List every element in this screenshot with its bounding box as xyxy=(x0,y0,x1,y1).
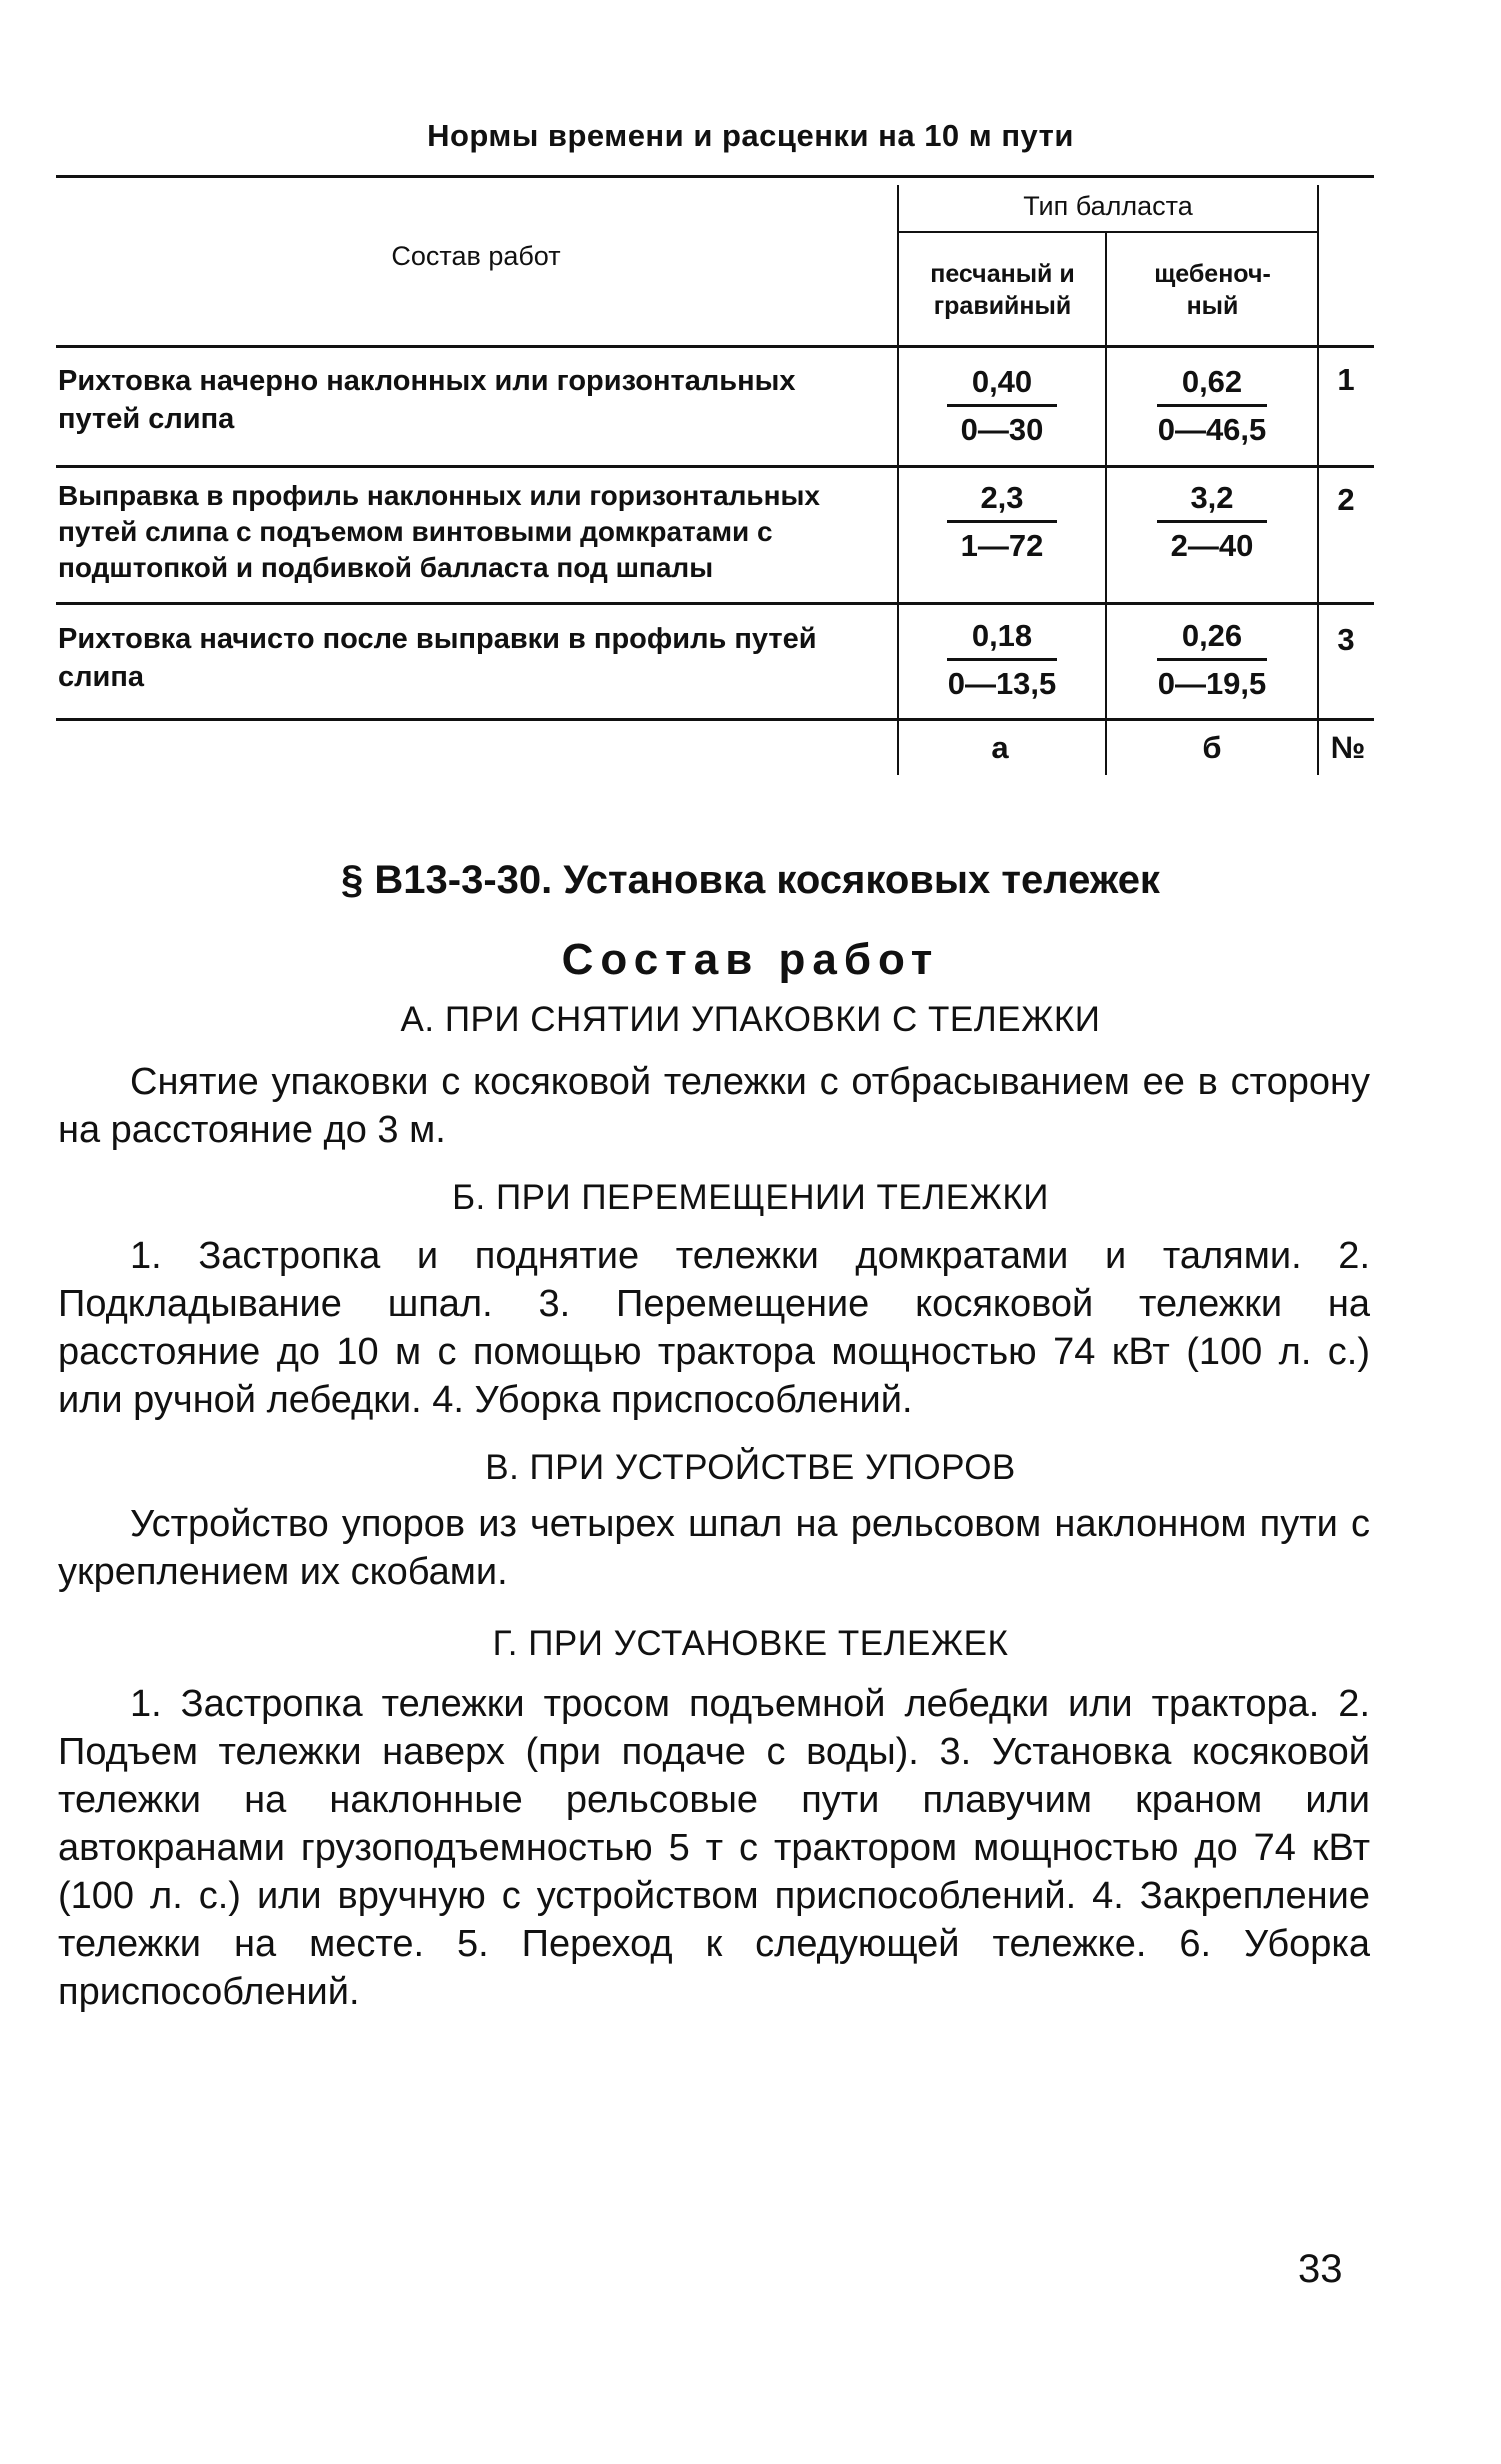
row3-a-time: 0,18 xyxy=(971,618,1033,653)
row2-description: Выправка в профиль наклонных или горизонтальных путей слипа с подъемом винтовыми домкратами с подштопкой и подбивкой балласта под шпалы xyxy=(58,480,820,583)
part-b-text xyxy=(58,1232,1370,1424)
row1-a-time: 0,40 xyxy=(971,364,1033,399)
row2-value-b xyxy=(1107,476,1317,569)
part-b-heading: Б. ПРИ ПЕРЕМЕЩЕНИИ ТЕЛЕЖКИ xyxy=(452,1178,1049,1217)
part-b-body: 1. Застропка и поднятие тележки домкратами и талями. 2. Подкладывание шпал. 3. Перемещение косяковой тележки на расстояние до 10 м с помощью трактора мощностью 74 кВт (100 л. с.) или ручной лебедки. 4. Уборка приспособлений. xyxy=(58,1235,1370,1421)
part-g-text xyxy=(58,1680,1370,2016)
table-bottom-rule xyxy=(56,718,1374,721)
row3-value-b xyxy=(1107,614,1317,707)
header-ballast-type: Тип балласта xyxy=(1023,191,1193,221)
part-g-body: 1. Застропка тележки тросом подъемной лебедки или трактора. 2. Подъем тележки наверх (при подаче с воды). 3. Установка косяковой тележки на наклонные рельсовые пути плавучим краном или автокранами грузоподъемностью 5 т с трактором мощностью до 74 кВт (100 л. с.) или вручную с устройством приспособлений. 4. Закрепление тележки на месте. 5. Переход к следующей тележке. 6. Уборка приспособлений. xyxy=(58,1683,1370,2013)
header-composition: Состав работ xyxy=(391,241,561,271)
row2-a-price: 1—72 xyxy=(960,528,1044,563)
page-number: 33 xyxy=(1298,2247,1343,2291)
row1-b-time: 0,62 xyxy=(1181,364,1243,399)
row2-value-a xyxy=(897,476,1107,569)
row1-number: 1 xyxy=(1337,362,1355,397)
row3-number: 3 xyxy=(1337,622,1355,657)
row1-value-b xyxy=(1107,360,1317,453)
header-sand-gravel: песчаный и гравийный xyxy=(930,260,1075,320)
row3-a-price: 0—13,5 xyxy=(947,666,1057,701)
part-v-heading: В. ПРИ УСТРОЙСТВЕ УПОРОВ xyxy=(485,1448,1016,1487)
part-v-text xyxy=(58,1500,1370,1596)
column-code-b: б xyxy=(1202,730,1222,765)
part-g-heading: Г. ПРИ УСТАНОВКЕ ТЕЛЕЖЕК xyxy=(492,1624,1009,1663)
row2-b-price: 2—40 xyxy=(1170,528,1254,563)
row3-b-time: 0,26 xyxy=(1181,618,1243,653)
row1-a-price: 0—30 xyxy=(960,412,1044,447)
composition-title: Состав работ xyxy=(561,935,940,984)
section-title: § В13-3-30. Установка косяковых тележек xyxy=(341,858,1160,902)
row1-b-price: 0—46,5 xyxy=(1157,412,1267,447)
table-top-rule xyxy=(56,175,1374,178)
ballast-header-rule xyxy=(898,231,1318,233)
row1-value-a xyxy=(897,360,1107,453)
row3-description: Рихтовка начисто после выправки в профиль путей слипа xyxy=(58,623,817,693)
column-code-a: а xyxy=(991,730,1009,765)
part-a-text xyxy=(58,1058,1370,1154)
header-crushed-stone: щебеноч-ный xyxy=(1154,260,1271,320)
row2-a-time: 2,3 xyxy=(980,480,1024,515)
row2-bottom-rule xyxy=(56,602,1374,605)
part-v-body: Устройство упоров из четырех шпал на рельсовом наклонном пути с укреплением их скобами. xyxy=(58,1503,1370,1593)
part-a-body: Снятие упаковки с косяковой тележки с отбрасыванием ее в сторону на расстояние до 3 м. xyxy=(58,1061,1370,1151)
column-code-number: № xyxy=(1330,730,1366,765)
table-title: Нормы времени и расценки на 10 м пути xyxy=(427,118,1074,153)
row2-b-time: 3,2 xyxy=(1190,480,1234,515)
col-divider-right xyxy=(1317,185,1319,775)
part-a-heading: А. ПРИ СНЯТИИ УПАКОВКИ С ТЕЛЕЖКИ xyxy=(400,1000,1101,1039)
row1-bottom-rule xyxy=(56,465,1374,468)
header-bottom-rule xyxy=(56,345,1374,348)
row3-value-a xyxy=(897,614,1107,707)
row2-number: 2 xyxy=(1337,482,1355,517)
row3-b-price: 0—19,5 xyxy=(1157,666,1267,701)
row1-description: Рихтовка начерно наклонных или горизонтальных путей слипа xyxy=(58,365,796,435)
